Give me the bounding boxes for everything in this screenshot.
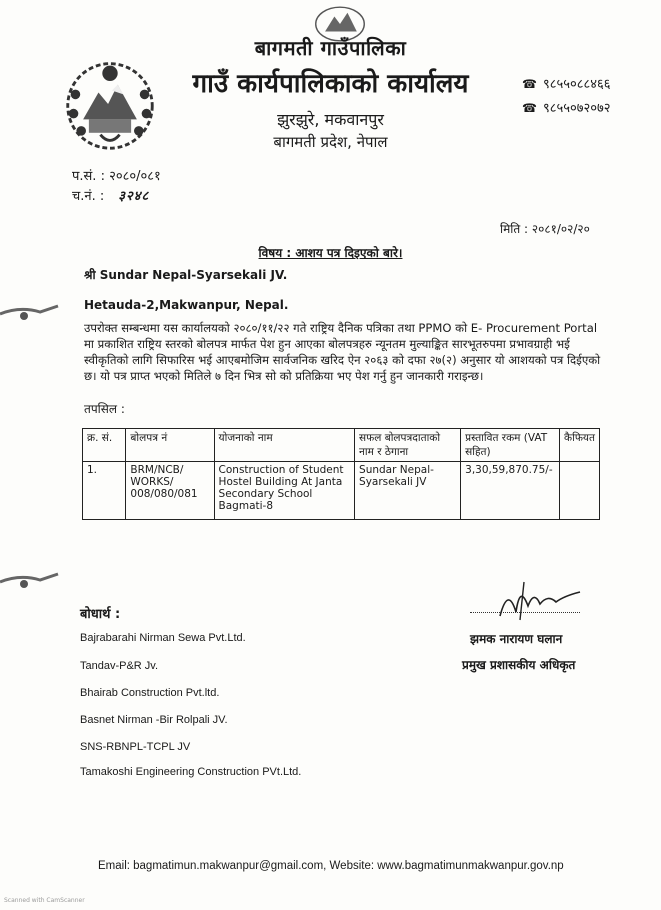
cn-reference: च.नं. : ३२४८: [72, 189, 150, 204]
letter-body: उपरोक्त सम्बन्धमा यस कार्यालयको २०८०/११/२२ गते राष्ट्रिय दैनिक पत्रिका तथा PPMO को E- Procurement Portal मा प्रकाशित राष्ट्रिय स्तरको बोलपत्र मार्फत पेश हुन आएका बोलपत्रहरु न्यूनतम मुल्याङ्कित सारभूतरुपमा प्रभावग्राही भई स्वीकृतिको लागि सिफारिस भई आएबमोजिम सार्वजनिक खरिद ऐन २०६३ को दफा २७(२) अनुसार यो आशयको पत्र दिईएको छ। यो पत्र प्राप्त भएको मितिले ७ दिन भित्र सो को प्रतिक्रिया भए पेश गर्नु हुन जानकारी गराइन्छ।: [84, 321, 601, 383]
binder-mark-icon: [0, 570, 60, 590]
cc-heading: बोधार्थ :: [80, 607, 121, 622]
footer-contact: Email: bagmatimun.makwanpur@gmail.com, Website: www.bagmatimunmakwanpur.gov.np: [98, 860, 564, 872]
signatory-title: प्रमुख प्रशासकीय अधिकृत: [462, 658, 576, 672]
signature-icon: [490, 576, 590, 626]
cell-project-name: Construction of Student Hostel Building At Janta Secondary School Bagmati-8: [214, 462, 355, 520]
col-serial: क्र. सं.: [83, 429, 126, 462]
cell-bidder: Sundar Nepal-Syarsekali JV: [355, 462, 461, 520]
phone-number-2: ☎ ९८५५०७२०७२: [522, 101, 611, 116]
signature-line: [470, 612, 580, 613]
cc-item: Basnet Nirman -Bir Rolpali JV.: [80, 714, 228, 726]
binder-mark-icon: [0, 304, 60, 324]
cell-serial: 1.: [83, 462, 126, 520]
office-province: बागमती प्रदेश, नेपाल: [273, 133, 388, 151]
recipient-address: Hetauda-2,Makwanpur, Nepal.: [84, 298, 289, 312]
cc-item: Bajrabarahi Nirman Sewa Pvt.Ltd.: [80, 632, 246, 644]
letter-subject: विषय : आशय पत्र दिइएको बारे।: [258, 246, 403, 260]
col-successful-bidder: सफल बोलपत्रदाताको नाम र ठेगाना: [355, 429, 461, 462]
phone-icon: ☎: [522, 101, 537, 115]
letter-date: मिति : २०८१/०२/२०: [500, 222, 590, 236]
col-remarks: कैफियत: [560, 429, 600, 462]
phone-icon: ☎: [522, 77, 537, 91]
col-project-name: योजनाको नाम: [214, 429, 355, 462]
scanner-watermark: Scanned with CamScanner: [4, 897, 85, 904]
cc-item: SNS-RBNPL-TCPL JV: [80, 741, 191, 753]
cell-remarks: [560, 462, 600, 520]
municipality-name: बागमती गाउँपालिका: [254, 36, 407, 60]
phone-number-1: ☎ ९८५५०८८४६६: [522, 77, 611, 92]
table-header-row: [83, 429, 600, 462]
office-location: झुरझुरे, मकवानपुर: [277, 110, 384, 129]
cell-bid-number: BRM/NCB/ WORKS/ 008/080/081: [126, 462, 214, 520]
cell-amount: 3,30,59,870.75/-: [461, 462, 560, 520]
cc-item: Bhairab Construction Pvt.ltd.: [80, 687, 220, 699]
award-table: [82, 428, 600, 520]
col-proposed-amount: प्रस्तावित रकम (VAT सहित): [461, 429, 560, 462]
details-label: तपसिल :: [84, 402, 125, 416]
cc-item: Tamakoshi Engineering Construction PVt.Ltd.: [80, 766, 302, 778]
recipient-name: श्री Sundar Nepal-Syarsekali JV.: [84, 268, 288, 282]
signatory-name: झमक नारायण घलान: [470, 632, 563, 646]
handwritten-cn: ३२४८: [118, 189, 150, 204]
col-bid-number: बोलपत्र नं: [126, 429, 214, 462]
ps-reference: प.सं. : २०८०/०८१: [72, 169, 161, 184]
cc-item: Tandav-P&R Jv.: [80, 660, 159, 672]
office-name: गाउँ कार्यपालिकाको कार्यालय: [192, 69, 469, 99]
table-row: [83, 462, 600, 520]
